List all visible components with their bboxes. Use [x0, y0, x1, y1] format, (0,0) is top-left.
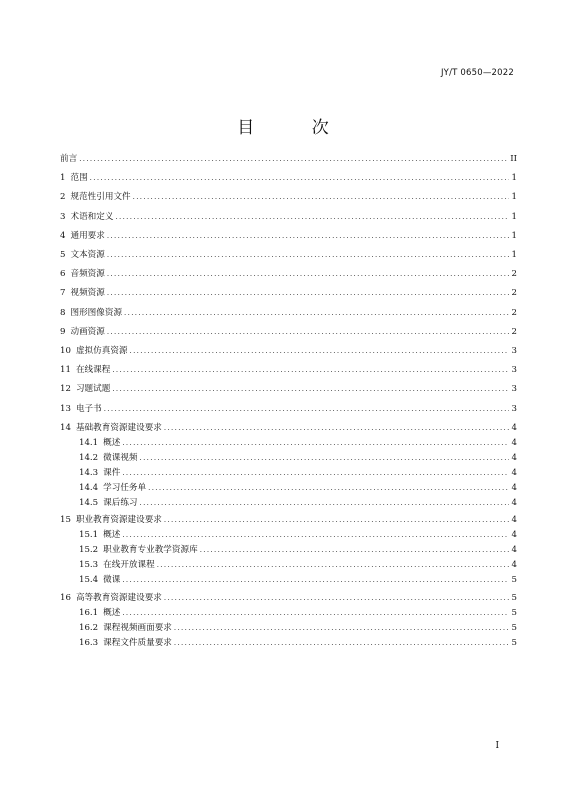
toc-entry-number: 12: [60, 384, 71, 395]
toc-entry-text: 概述: [103, 437, 121, 448]
toc-entry[interactable]: [60, 153, 517, 165]
toc-entry-page: 3: [511, 403, 517, 414]
toc-entry[interactable]: [60, 637, 517, 649]
toc-entry-label: [60, 172, 90, 184]
toc-entry[interactable]: [60, 287, 517, 299]
toc-entry-page: 3: [511, 384, 517, 395]
toc-entry[interactable]: [60, 172, 517, 184]
toc-entry-page: 2: [511, 288, 517, 299]
toc-entry-page: 4: [511, 482, 517, 493]
dot-leader: [79, 153, 507, 165]
dot-leader: [140, 452, 509, 464]
toc-entry-text: 微课: [103, 575, 121, 586]
toc-entry-text: 在线开放课程: [103, 560, 155, 571]
dot-leader: [115, 211, 508, 223]
toc-entry-number: 1: [60, 173, 66, 184]
toc-entry-label: [79, 607, 122, 619]
toc-entry-number: 15: [60, 515, 71, 526]
toc-entry-label: [79, 497, 140, 509]
toc-entry-text: 课程视频画面要求: [103, 622, 172, 633]
toc-entry-number: 14: [60, 422, 71, 433]
toc-entry[interactable]: [60, 607, 517, 619]
toc-entry-page: 1: [511, 192, 517, 203]
toc-entry[interactable]: [60, 364, 517, 376]
toc-entry-text: 范围: [70, 173, 88, 184]
dot-leader: [164, 514, 509, 526]
toc-entry[interactable]: [60, 592, 517, 604]
toc-entry-text: 音频资源: [70, 269, 105, 280]
toc-entry-text: 在线课程: [75, 365, 111, 376]
toc-entry-label: [60, 307, 124, 319]
toc-entry-page: 5: [511, 607, 517, 618]
toc-entry[interactable]: [60, 497, 517, 509]
toc-entry-number: 4: [60, 230, 66, 241]
toc-entry-text: 职业教育专业教学资源库: [103, 545, 198, 556]
toc-entry-number: 15.2: [79, 545, 99, 556]
dot-leader: [157, 559, 509, 571]
toc-entry-label: [60, 153, 79, 165]
toc-entry-text: 前言: [60, 154, 78, 164]
dot-leader: [122, 574, 508, 586]
toc-entry-page: 4: [511, 515, 517, 526]
toc-entry-page: 4: [511, 422, 517, 433]
toc-entry-label: [60, 403, 104, 415]
toc-entry-label: [79, 574, 122, 586]
toc-entry[interactable]: [60, 437, 517, 449]
toc-entry-text: 文本资源: [70, 250, 105, 260]
toc-entry-label: [60, 422, 164, 434]
toc-entry[interactable]: [60, 230, 517, 242]
dot-leader: [140, 497, 509, 509]
dot-leader: [164, 592, 509, 604]
toc-entry-number: 14.4: [79, 482, 99, 493]
toc-entry-number: 14.3: [79, 467, 99, 478]
toc-entry-text: 高等教育资源建设要求: [75, 592, 162, 603]
toc-entry-page: 5: [511, 622, 517, 633]
toc-entry-text: 课程文件质量要求: [103, 637, 172, 648]
toc-entry-number: 10: [60, 346, 71, 356]
standard-code: JY/T 0650—2022: [440, 68, 514, 78]
page-number: I: [495, 741, 499, 751]
toc-entry-label: [60, 592, 164, 604]
toc-entry-number: 16: [60, 592, 71, 603]
dot-leader: [107, 287, 509, 299]
toc-entry-text: 视频资源: [70, 288, 105, 299]
toc-entry-label: [79, 559, 157, 571]
toc-entry-page: 1: [511, 173, 517, 184]
toc-entry[interactable]: [60, 544, 517, 556]
toc-entry-text: 概述: [103, 530, 121, 541]
page-title: 目 次: [237, 118, 355, 138]
toc-entry[interactable]: [60, 559, 517, 571]
toc-entry[interactable]: [60, 249, 517, 261]
toc-entry-number: 14.5: [79, 497, 99, 508]
toc-entry-page: 3: [511, 346, 517, 356]
toc-entry-label: [60, 345, 130, 357]
toc-entry-label: [79, 452, 140, 464]
dot-leader: [122, 607, 508, 619]
toc-entry-text: 动画资源: [70, 326, 105, 337]
toc-entry[interactable]: [60, 403, 517, 415]
toc-entry[interactable]: [60, 422, 517, 434]
toc-entry[interactable]: [60, 307, 517, 319]
dot-leader: [200, 544, 509, 556]
toc-entry-page: II: [510, 154, 517, 164]
toc-entry[interactable]: [60, 452, 517, 464]
toc-entry-number: 14.2: [79, 452, 99, 463]
toc-entry-page: 5: [511, 575, 517, 586]
toc-entry-page: 4: [511, 452, 517, 463]
dot-leader: [122, 529, 508, 541]
toc-entry-text: 图形图像资源: [70, 307, 123, 318]
toc-entry-number: 13: [60, 403, 71, 414]
dot-leader: [174, 622, 509, 634]
toc-entry-page: 4: [511, 437, 517, 448]
dot-leader: [104, 403, 509, 415]
dot-leader: [112, 383, 508, 395]
dot-leader: [122, 467, 508, 479]
toc-entry[interactable]: [60, 467, 517, 479]
toc-entry-number: 16.1: [79, 607, 99, 618]
toc-entry-page: 4: [511, 545, 517, 556]
toc-entry-number: 15.4: [79, 575, 99, 586]
toc-entry[interactable]: [60, 622, 517, 634]
toc-entry[interactable]: [60, 482, 517, 494]
toc-entry-label: [79, 482, 148, 494]
dot-leader: [133, 191, 509, 203]
toc-entry-page: 3: [511, 365, 517, 376]
toc-entry[interactable]: [60, 326, 517, 338]
dot-leader: [130, 345, 509, 357]
toc-entry-text: 课件: [103, 467, 121, 478]
dot-leader: [107, 249, 509, 261]
toc-entry-text: 概述: [103, 607, 121, 618]
toc-entry-page: 2: [511, 326, 517, 337]
toc-entry-number: 6: [60, 269, 66, 280]
toc-entry[interactable]: [60, 514, 517, 526]
toc-entry-label: [79, 467, 122, 479]
dot-leader: [148, 482, 508, 494]
dot-leader: [107, 326, 509, 338]
toc-entry-label: [60, 211, 115, 223]
toc-entry-page: 2: [511, 307, 517, 318]
dot-leader: [124, 307, 508, 319]
toc-entry-label: [79, 637, 174, 649]
toc-entry-number: 11: [60, 365, 71, 376]
toc-entry-number: 16.2: [79, 622, 99, 633]
toc-entry-page: 1: [511, 250, 517, 260]
toc-entry-number: 15.1: [79, 530, 99, 541]
toc-entry-label: [60, 514, 164, 526]
toc-entry-label: [79, 437, 122, 449]
toc-entry-text: 微课视频: [103, 452, 138, 463]
dot-leader: [107, 268, 509, 280]
toc-entry-text: 习题试题: [75, 384, 111, 395]
toc-entry-page: 4: [511, 497, 517, 508]
toc-entry-page: 4: [511, 560, 517, 571]
toc-entry[interactable]: [60, 211, 517, 223]
toc-entry-text: 虚拟仿真资源: [75, 346, 128, 356]
dot-leader: [90, 172, 509, 184]
toc-entry-label: [60, 249, 107, 261]
toc-entry[interactable]: [60, 383, 517, 395]
toc-entry-label: [79, 529, 122, 541]
toc-entry-number: 16.3: [79, 637, 99, 648]
toc-entry[interactable]: [60, 268, 517, 280]
toc-entry-page: 4: [511, 530, 517, 541]
toc-entry-text: 基础教育资源建设要求: [75, 422, 162, 433]
dot-leader: [164, 422, 509, 434]
toc-entry-number: 7: [60, 288, 66, 299]
toc-entry-label: [60, 287, 107, 299]
toc-entry-label: [60, 268, 107, 280]
toc-entry-page: 1: [511, 230, 517, 241]
toc-entry-page: 5: [511, 637, 517, 648]
toc-entry-page: 5: [511, 592, 517, 603]
toc-entry-label: [60, 383, 112, 395]
toc-entry[interactable]: [60, 529, 517, 541]
dot-leader: [122, 437, 508, 449]
toc-entry-number: 5: [60, 250, 66, 260]
toc-entry-text: 术语和定义: [70, 211, 114, 222]
toc-entry-label: [60, 230, 107, 242]
toc-entry-text: 规范性引用文件: [70, 192, 131, 203]
toc-entry-text: 电子书: [75, 403, 102, 414]
toc-entry-number: 9: [60, 326, 66, 337]
dot-leader: [107, 230, 509, 242]
toc-entry-number: 3: [60, 211, 66, 222]
toc-entry-label: [79, 622, 174, 634]
dot-leader: [174, 637, 509, 649]
toc-entry-label: [60, 326, 107, 338]
toc-entry-number: 14.1: [79, 437, 99, 448]
toc-entry[interactable]: [60, 574, 517, 586]
toc-entry-text: 学习任务单: [103, 482, 147, 493]
toc-entry-text: 通用要求: [70, 230, 105, 241]
toc-entry[interactable]: [60, 191, 517, 203]
toc-entry-text: 职业教育资源建设要求: [75, 515, 162, 526]
toc-entry-label: [60, 191, 133, 203]
toc-entry[interactable]: [60, 345, 517, 357]
toc-entry-label: [60, 364, 112, 376]
dot-leader: [112, 364, 508, 376]
toc-entry-text: 课后练习: [103, 497, 138, 508]
toc-entry-page: 1: [511, 211, 517, 222]
toc-entry-label: [79, 544, 200, 556]
toc-entry-page: 2: [511, 269, 517, 280]
toc-entry-number: 15.3: [79, 560, 99, 571]
toc-entry-page: 4: [511, 467, 517, 478]
toc-entry-number: 2: [60, 192, 66, 203]
toc-entry-number: 8: [60, 307, 66, 318]
